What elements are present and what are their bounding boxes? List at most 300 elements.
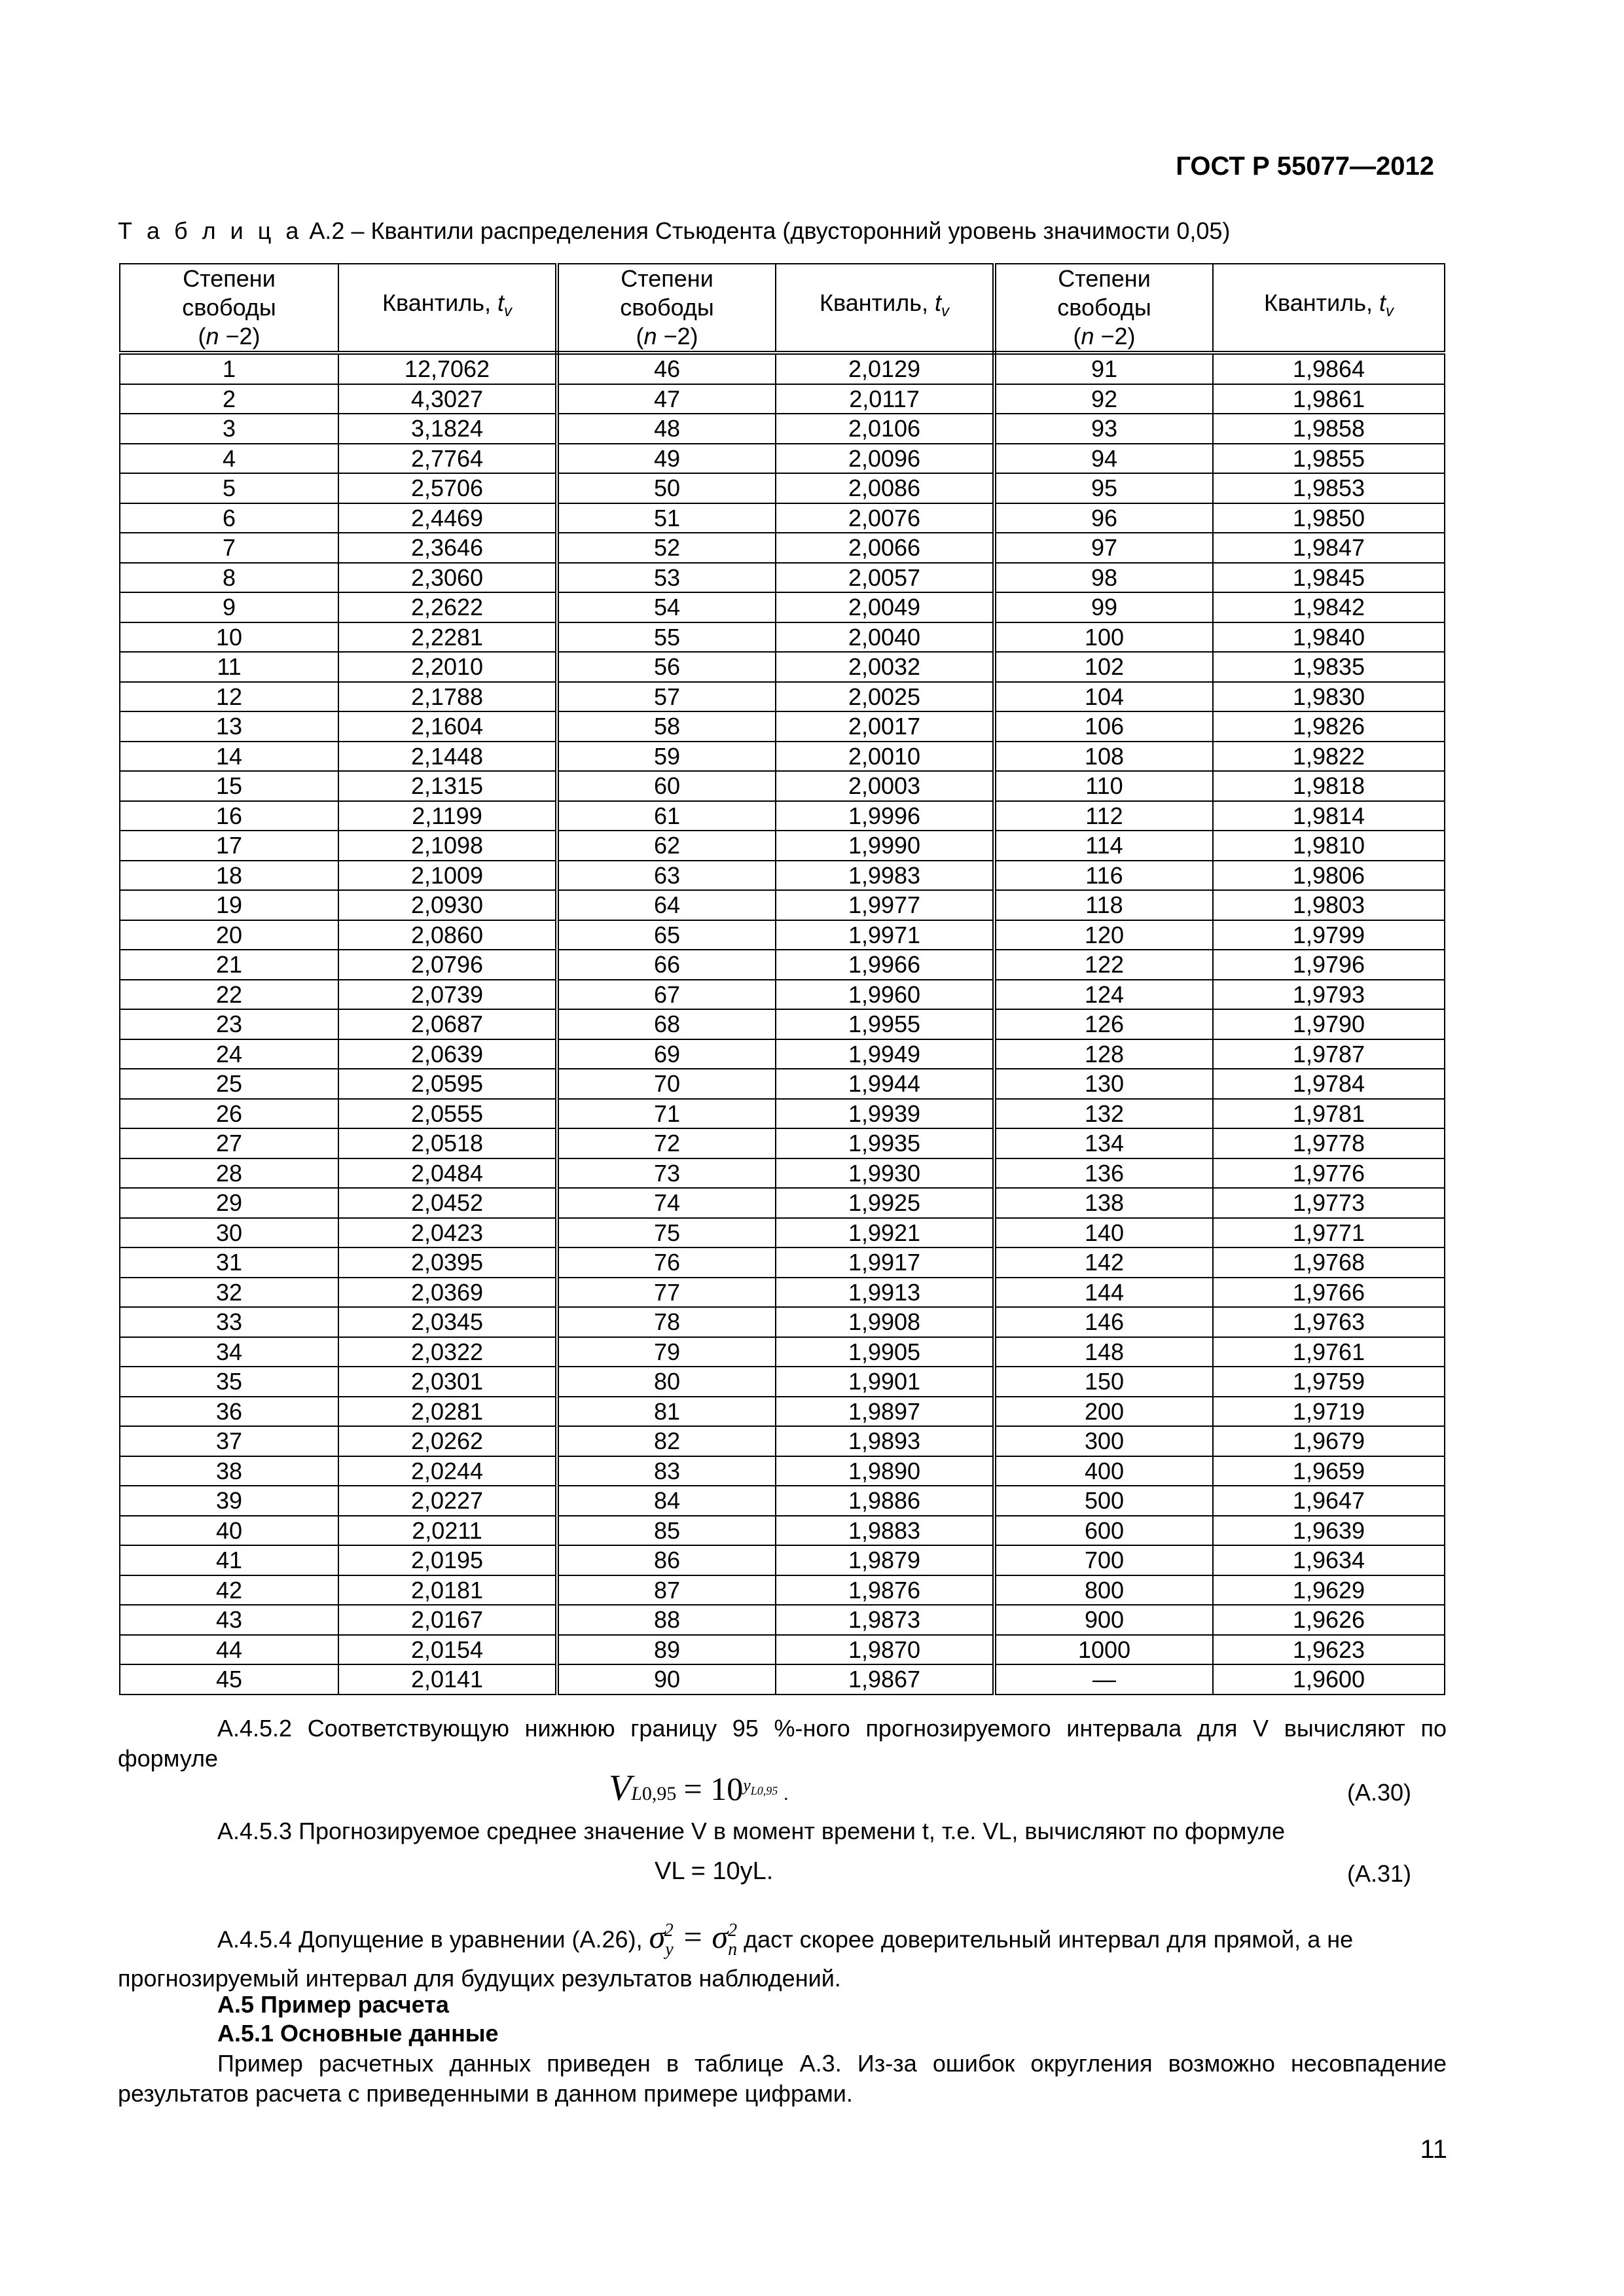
dof-cell: 35 — [120, 1367, 338, 1397]
dof-cell: 73 — [557, 1158, 776, 1189]
dof-cell: 39 — [120, 1486, 338, 1516]
quantile-cell: 2,0796 — [338, 950, 557, 980]
dof-cell: 32 — [120, 1278, 338, 1308]
quantile-cell: 1,9901 — [776, 1367, 994, 1397]
table-row — [120, 1039, 1445, 1069]
dof-cell: 66 — [557, 950, 776, 980]
dof-cell: 69 — [557, 1039, 776, 1069]
dof-cell: 102 — [994, 652, 1213, 682]
quantile-cell: 2,0262 — [338, 1426, 557, 1456]
quantile-cell: 2,5706 — [338, 473, 557, 503]
paragraph-a454-continued: прогнозируемый интервал для будущих результатов наблюдений. — [118, 1965, 841, 1992]
table-row — [120, 890, 1445, 920]
quantile-cell: 1,9773 — [1213, 1188, 1445, 1218]
quantile-cell: 2,2622 — [338, 592, 557, 622]
table-row — [120, 1664, 1445, 1695]
dof-cell: 70 — [557, 1069, 776, 1099]
quantile-cell: 1,9960 — [776, 980, 994, 1010]
dof-cell: 83 — [557, 1456, 776, 1486]
dof-cell: 75 — [557, 1218, 776, 1248]
quantile-cell: 2,0687 — [338, 1009, 557, 1039]
dof-cell: 112 — [994, 801, 1213, 831]
caption-lead: Т а б л и ц а — [118, 217, 303, 244]
quantile-cell: 4,3027 — [338, 384, 557, 414]
dof-cell: 78 — [557, 1307, 776, 1337]
quantile-cell: 1,9905 — [776, 1337, 994, 1367]
quantile-cell: 2,0032 — [776, 652, 994, 682]
dof-cell: 150 — [994, 1367, 1213, 1397]
dof-cell: 24 — [120, 1039, 338, 1069]
quantile-cell: 1,9796 — [1213, 950, 1445, 980]
quantile-cell: 1,9679 — [1213, 1426, 1445, 1456]
quantile-cell: 2,0017 — [776, 711, 994, 742]
dof-cell: 27 — [120, 1128, 338, 1158]
quantile-cell: 1,9845 — [1213, 563, 1445, 593]
dof-cell: 80 — [557, 1367, 776, 1397]
dof-cell: 126 — [994, 1009, 1213, 1039]
quantile-cell: 2,0211 — [338, 1516, 557, 1546]
dof-cell: 36 — [120, 1397, 338, 1427]
quantile-cell: 2,1448 — [338, 742, 557, 772]
dof-cell: 9 — [120, 592, 338, 622]
table-row — [120, 801, 1445, 831]
dof-cell: 48 — [557, 414, 776, 444]
dof-cell: 104 — [994, 682, 1213, 712]
table-row — [120, 682, 1445, 712]
quantile-cell: 2,0930 — [338, 890, 557, 920]
dof-cell: 74 — [557, 1188, 776, 1218]
dof-cell: 91 — [994, 353, 1213, 384]
quantile-cell: 2,0281 — [338, 1397, 557, 1427]
quantile-cell: 1,9626 — [1213, 1605, 1445, 1635]
quantile-cell: 2,1009 — [338, 861, 557, 891]
quantile-cell: 1,9840 — [1213, 622, 1445, 653]
dof-cell: 33 — [120, 1307, 338, 1337]
quantile-cell: 2,0181 — [338, 1575, 557, 1605]
table-row — [120, 622, 1445, 653]
dof-cell: 114 — [994, 831, 1213, 861]
quantile-cell: 1,9883 — [776, 1516, 994, 1546]
dof-cell: 31 — [120, 1247, 338, 1278]
table-row — [120, 1009, 1445, 1039]
table-row — [120, 1099, 1445, 1129]
dof-cell: 98 — [994, 563, 1213, 593]
quantile-cell: 2,2010 — [338, 652, 557, 682]
dof-cell: 58 — [557, 711, 776, 742]
quantile-cell: 1,9983 — [776, 861, 994, 891]
paragraph-a453: А.4.5.3 Прогнозируемое среднее значение V в момент времени t, т.е. VL, вычисляют по формуле — [217, 1818, 1286, 1844]
dof-cell: 44 — [120, 1635, 338, 1665]
quantile-cell: 1,9639 — [1213, 1516, 1445, 1546]
quantile-cell: 1,9971 — [776, 920, 994, 950]
table-row — [120, 1278, 1445, 1308]
quantile-cell: 1,9977 — [776, 890, 994, 920]
dof-cell: 37 — [120, 1426, 338, 1456]
dof-cell: 88 — [557, 1605, 776, 1635]
quantile-cell: 1,9864 — [1213, 353, 1445, 384]
quantile-cell: 1,9799 — [1213, 920, 1445, 950]
dof-cell: 18 — [120, 861, 338, 891]
quantile-cell: 2,0739 — [338, 980, 557, 1010]
table-row — [120, 861, 1445, 891]
table-row — [120, 1545, 1445, 1575]
dof-cell: 10 — [120, 622, 338, 653]
quantile-cell: 1,9879 — [776, 1545, 994, 1575]
quantile-cell: 1,9944 — [776, 1069, 994, 1099]
dof-cell: 142 — [994, 1247, 1213, 1278]
dof-cell: 5 — [120, 473, 338, 503]
table-row — [120, 503, 1445, 533]
table-row — [120, 1486, 1445, 1516]
quantile-cell: 2,0025 — [776, 682, 994, 712]
quantile-cell: 2,0452 — [338, 1188, 557, 1218]
paragraph-a452: А.4.5.2 Соответствующую нижнюю границу 95 %-ного прогнозируемого интервала для V вычисляют по формуле — [118, 1715, 1447, 1772]
dof-cell: 600 — [994, 1516, 1213, 1546]
dof-cell: 1 — [120, 353, 338, 384]
quantile-cell: 1,9787 — [1213, 1039, 1445, 1069]
dof-cell: 4 — [120, 444, 338, 474]
table-row — [120, 771, 1445, 801]
quantile-cell: 1,9908 — [776, 1307, 994, 1337]
quantile-cell: 2,0049 — [776, 592, 994, 622]
header-dof: Степени свободы (n −2) — [557, 264, 776, 353]
quantile-cell: 1,9776 — [1213, 1158, 1445, 1189]
quantile-cell: 2,0322 — [338, 1337, 557, 1367]
dof-cell: 42 — [120, 1575, 338, 1605]
dof-cell: 85 — [557, 1516, 776, 1546]
quantile-cell: 2,1604 — [338, 711, 557, 742]
quantile-cell: 1,9806 — [1213, 861, 1445, 891]
dof-cell: 6 — [120, 503, 338, 533]
dof-cell: 8 — [120, 563, 338, 593]
table-row — [120, 950, 1445, 980]
dof-cell: 51 — [557, 503, 776, 533]
formula-a31: VL = 10yL. — [655, 1857, 774, 1885]
dof-cell: 7 — [120, 533, 338, 563]
dof-cell: 63 — [557, 861, 776, 891]
dof-cell: 120 — [994, 920, 1213, 950]
quantile-cell: 1,9913 — [776, 1278, 994, 1308]
table-row — [120, 1188, 1445, 1218]
table-row — [120, 1069, 1445, 1099]
quantile-cell: 1,9814 — [1213, 801, 1445, 831]
dof-cell: 900 — [994, 1605, 1213, 1635]
table-row — [120, 592, 1445, 622]
table-row — [120, 1397, 1445, 1427]
dof-cell: 87 — [557, 1575, 776, 1605]
paragraph-a51: Пример расчетных данных приведен в таблице А.3. Из-за ошибок округления возможно несовпадение результатов расчета с приведенными в данном примере цифрами. — [118, 2050, 1447, 2107]
quantile-cell: 1,9949 — [776, 1039, 994, 1069]
table-row — [120, 444, 1445, 474]
dof-cell: 57 — [557, 682, 776, 712]
dof-cell: 61 — [557, 801, 776, 831]
quantile-cell: 1,9759 — [1213, 1367, 1445, 1397]
quantile-cell: 2,0141 — [338, 1664, 557, 1695]
dof-cell: 28 — [120, 1158, 338, 1189]
dof-cell: 79 — [557, 1337, 776, 1367]
quantile-cell: 1,9766 — [1213, 1278, 1445, 1308]
quantile-cell: 1,9996 — [776, 801, 994, 831]
quantile-cell: 1,9842 — [1213, 592, 1445, 622]
sigma-equation: $\sigma_y^2 = \sigma_n^2$ — [649, 1918, 738, 1960]
dof-cell: 90 — [557, 1664, 776, 1695]
header-dof: Степени свободы (n −2) — [994, 264, 1213, 353]
quantile-cell: 2,2281 — [338, 622, 557, 653]
quantile-cell: 1,9925 — [776, 1188, 994, 1218]
dof-cell: 97 — [994, 533, 1213, 563]
quantile-cell: 1,9876 — [776, 1575, 994, 1605]
dof-cell: 1000 — [994, 1635, 1213, 1665]
equation-number-a30: (А.30) — [1346, 1779, 1411, 1806]
dof-cell: 49 — [557, 444, 776, 474]
dof-cell: 11 — [120, 652, 338, 682]
quantile-cell: 1,9855 — [1213, 444, 1445, 474]
quantile-cell: 1,9784 — [1213, 1069, 1445, 1099]
quantile-cell: 1,9771 — [1213, 1218, 1445, 1248]
dof-cell: 76 — [557, 1247, 776, 1278]
quantile-cell: 1,9853 — [1213, 473, 1445, 503]
dof-cell: 144 — [994, 1278, 1213, 1308]
quantile-cell: 12,7062 — [338, 353, 557, 384]
quantile-cell: 2,0106 — [776, 414, 994, 444]
dof-cell: 3 — [120, 414, 338, 444]
dof-cell: 29 — [120, 1188, 338, 1218]
table-row — [120, 1605, 1445, 1635]
dof-cell: 99 — [994, 592, 1213, 622]
section-heading-a5: А.5 Пример расчета — [217, 1991, 449, 2018]
standard-number: ГОСТ Р 55077—2012 — [1176, 152, 1434, 181]
quantile-cell: 2,0227 — [338, 1486, 557, 1516]
dof-cell: 12 — [120, 682, 338, 712]
caption-text: А.2 – Квантили распределения Стьюдента (двусторонний уровень значимости 0,05) — [309, 217, 1231, 244]
dof-cell: 56 — [557, 652, 776, 682]
dof-cell: 81 — [557, 1397, 776, 1427]
dof-cell: 92 — [994, 384, 1213, 414]
equation-number-a31: (А.31) — [1346, 1860, 1411, 1887]
dof-cell: 96 — [994, 503, 1213, 533]
quantile-cell: 2,0423 — [338, 1218, 557, 1248]
dof-cell: 19 — [120, 890, 338, 920]
dof-cell: 100 — [994, 622, 1213, 653]
quantile-cell: 1,9778 — [1213, 1128, 1445, 1158]
dof-cell: 71 — [557, 1099, 776, 1129]
dof-cell: 110 — [994, 771, 1213, 801]
dof-cell: 95 — [994, 473, 1213, 503]
dof-cell: 65 — [557, 920, 776, 950]
quantile-cell: 1,9917 — [776, 1247, 994, 1278]
dof-cell: 20 — [120, 920, 338, 950]
quantile-cell: 1,9966 — [776, 950, 994, 980]
quantile-cell: 1,9659 — [1213, 1456, 1445, 1486]
table-row — [120, 711, 1445, 742]
dof-cell: 64 — [557, 890, 776, 920]
dof-cell: 148 — [994, 1337, 1213, 1367]
dof-cell: 13 — [120, 711, 338, 742]
quantile-cell: 2,0003 — [776, 771, 994, 801]
quantile-cell: 2,0518 — [338, 1128, 557, 1158]
dof-cell: 41 — [120, 1545, 338, 1575]
dof-cell: 89 — [557, 1635, 776, 1665]
table-row — [120, 652, 1445, 682]
table-row — [120, 384, 1445, 414]
quantile-cell: 1,9930 — [776, 1158, 994, 1189]
quantile-cell: 2,0040 — [776, 622, 994, 653]
quantile-cell: 1,9886 — [776, 1486, 994, 1516]
dof-cell: 130 — [994, 1069, 1213, 1099]
dof-cell: 40 — [120, 1516, 338, 1546]
dof-cell: 72 — [557, 1128, 776, 1158]
dof-cell: 140 — [994, 1218, 1213, 1248]
quantile-cell: 1,9623 — [1213, 1635, 1445, 1665]
quantile-cell: 1,9803 — [1213, 890, 1445, 920]
quantile-cell: 2,3646 — [338, 533, 557, 563]
quantile-cell: 1,9768 — [1213, 1247, 1445, 1278]
quantile-cell: 1,9634 — [1213, 1545, 1445, 1575]
quantile-cell: 1,9858 — [1213, 414, 1445, 444]
dof-cell: 22 — [120, 980, 338, 1010]
dof-cell: 68 — [557, 1009, 776, 1039]
table-caption — [118, 217, 1230, 245]
dof-cell: 30 — [120, 1218, 338, 1248]
quantile-cell: 1,9790 — [1213, 1009, 1445, 1039]
dof-cell: 59 — [557, 742, 776, 772]
dof-cell: 62 — [557, 831, 776, 861]
dof-cell: 67 — [557, 980, 776, 1010]
quantile-cell: 2,0195 — [338, 1545, 557, 1575]
dof-cell: 55 — [557, 622, 776, 653]
quantile-cell: 1,9867 — [776, 1664, 994, 1695]
quantile-cell: 1,9850 — [1213, 503, 1445, 533]
quantile-cell: 3,1824 — [338, 414, 557, 444]
quantile-cell: 2,0244 — [338, 1456, 557, 1486]
dof-cell: 124 — [994, 980, 1213, 1010]
quantile-cell: 2,0086 — [776, 473, 994, 503]
dof-cell: 16 — [120, 801, 338, 831]
quantile-cell: 2,1315 — [338, 771, 557, 801]
dof-cell: 45 — [120, 1664, 338, 1695]
quantile-cell: 2,0167 — [338, 1605, 557, 1635]
dof-cell: 94 — [994, 444, 1213, 474]
quantile-cell: 2,0860 — [338, 920, 557, 950]
dof-cell: 138 — [994, 1188, 1213, 1218]
header-quantile: Квантиль, $t_v$ — [1213, 264, 1445, 353]
table-row — [120, 1307, 1445, 1337]
table-row — [120, 414, 1445, 444]
quantile-cell: 1,9600 — [1213, 1664, 1445, 1695]
dof-cell: 46 — [557, 353, 776, 384]
dof-cell: 128 — [994, 1039, 1213, 1069]
quantile-cell: 2,0096 — [776, 444, 994, 474]
paragraph-a454-end: даст скорее доверительный интервал для прямой, а не — [744, 1926, 1354, 1953]
quantile-cell: 2,7764 — [338, 444, 557, 474]
quantile-cell: 2,0129 — [776, 353, 994, 384]
quantile-cell: 2,0076 — [776, 503, 994, 533]
quantile-cell: 2,3060 — [338, 563, 557, 593]
dof-cell: 43 — [120, 1605, 338, 1635]
quantile-cell: 2,0301 — [338, 1367, 557, 1397]
dof-cell: 54 — [557, 592, 776, 622]
formula-a30: $VL0,95 = 10^{y_{L0,95}}$ . — [609, 1768, 789, 1808]
dof-cell: 86 — [557, 1545, 776, 1575]
dof-cell: 52 — [557, 533, 776, 563]
table-row — [120, 1367, 1445, 1397]
dof-cell: 134 — [994, 1128, 1213, 1158]
header-quantile: Квантиль, $t_v$ — [338, 264, 557, 353]
quantile-cell: 1,9990 — [776, 831, 994, 861]
dof-cell: 50 — [557, 473, 776, 503]
quantile-cell: 1,9890 — [776, 1456, 994, 1486]
dof-cell: 53 — [557, 563, 776, 593]
table-row — [120, 473, 1445, 503]
quantile-cell: 1,9761 — [1213, 1337, 1445, 1367]
quantile-cell: 2,0057 — [776, 563, 994, 593]
dof-cell: 2 — [120, 384, 338, 414]
quantile-cell: 1,9935 — [776, 1128, 994, 1158]
table-row — [120, 1456, 1445, 1486]
student-quantile-table — [119, 263, 1445, 1695]
quantile-cell: 1,9830 — [1213, 682, 1445, 712]
table-header-row — [120, 264, 1445, 353]
dof-cell: 146 — [994, 1307, 1213, 1337]
paragraph-a454 — [118, 1912, 1447, 1968]
table-row — [120, 980, 1445, 1010]
dof-cell: 21 — [120, 950, 338, 980]
table-row — [120, 1337, 1445, 1367]
quantile-cell: 1,9719 — [1213, 1397, 1445, 1427]
table-row — [120, 1158, 1445, 1189]
dof-cell: 84 — [557, 1486, 776, 1516]
quantile-cell: 2,0639 — [338, 1039, 557, 1069]
table-row — [120, 533, 1445, 563]
dof-cell: 300 — [994, 1426, 1213, 1456]
table-row — [120, 353, 1445, 384]
table-row — [120, 1426, 1445, 1456]
dof-cell: 700 — [994, 1545, 1213, 1575]
quantile-cell: 1,9873 — [776, 1605, 994, 1635]
dof-cell: 60 — [557, 771, 776, 801]
dof-cell: 116 — [994, 861, 1213, 891]
dof-cell: 500 — [994, 1486, 1213, 1516]
quantile-cell: 1,9897 — [776, 1397, 994, 1427]
dof-cell: 17 — [120, 831, 338, 861]
table-row — [120, 920, 1445, 950]
dof-cell: 400 — [994, 1456, 1213, 1486]
quantile-cell: 1,9826 — [1213, 711, 1445, 742]
quantile-cell: 2,0555 — [338, 1099, 557, 1129]
quantile-cell: 2,0117 — [776, 384, 994, 414]
quantile-cell: 2,1098 — [338, 831, 557, 861]
paragraph-a454-start: А.4.5.4 Допущение в уравнении (А.26), — [217, 1926, 643, 1953]
quantile-cell: 1,9921 — [776, 1218, 994, 1248]
dof-cell: 108 — [994, 742, 1213, 772]
quantile-cell: 2,0154 — [338, 1635, 557, 1665]
quantile-cell: 2,4469 — [338, 503, 557, 533]
table-row — [120, 1516, 1445, 1546]
dof-cell: 23 — [120, 1009, 338, 1039]
dof-cell: — — [994, 1664, 1213, 1695]
quantile-cell: 2,0395 — [338, 1247, 557, 1278]
dof-cell: 200 — [994, 1397, 1213, 1427]
dof-cell: 15 — [120, 771, 338, 801]
quantile-cell: 1,9847 — [1213, 533, 1445, 563]
dof-cell: 136 — [994, 1158, 1213, 1189]
header-dof: Степени свободы (n −2) — [120, 264, 338, 353]
section-heading-a51: А.5.1 Основные данные — [217, 2020, 499, 2047]
quantile-cell: 2,0484 — [338, 1158, 557, 1189]
quantile-cell: 2,0595 — [338, 1069, 557, 1099]
quantile-cell: 1,9939 — [776, 1099, 994, 1129]
dof-cell: 106 — [994, 711, 1213, 742]
